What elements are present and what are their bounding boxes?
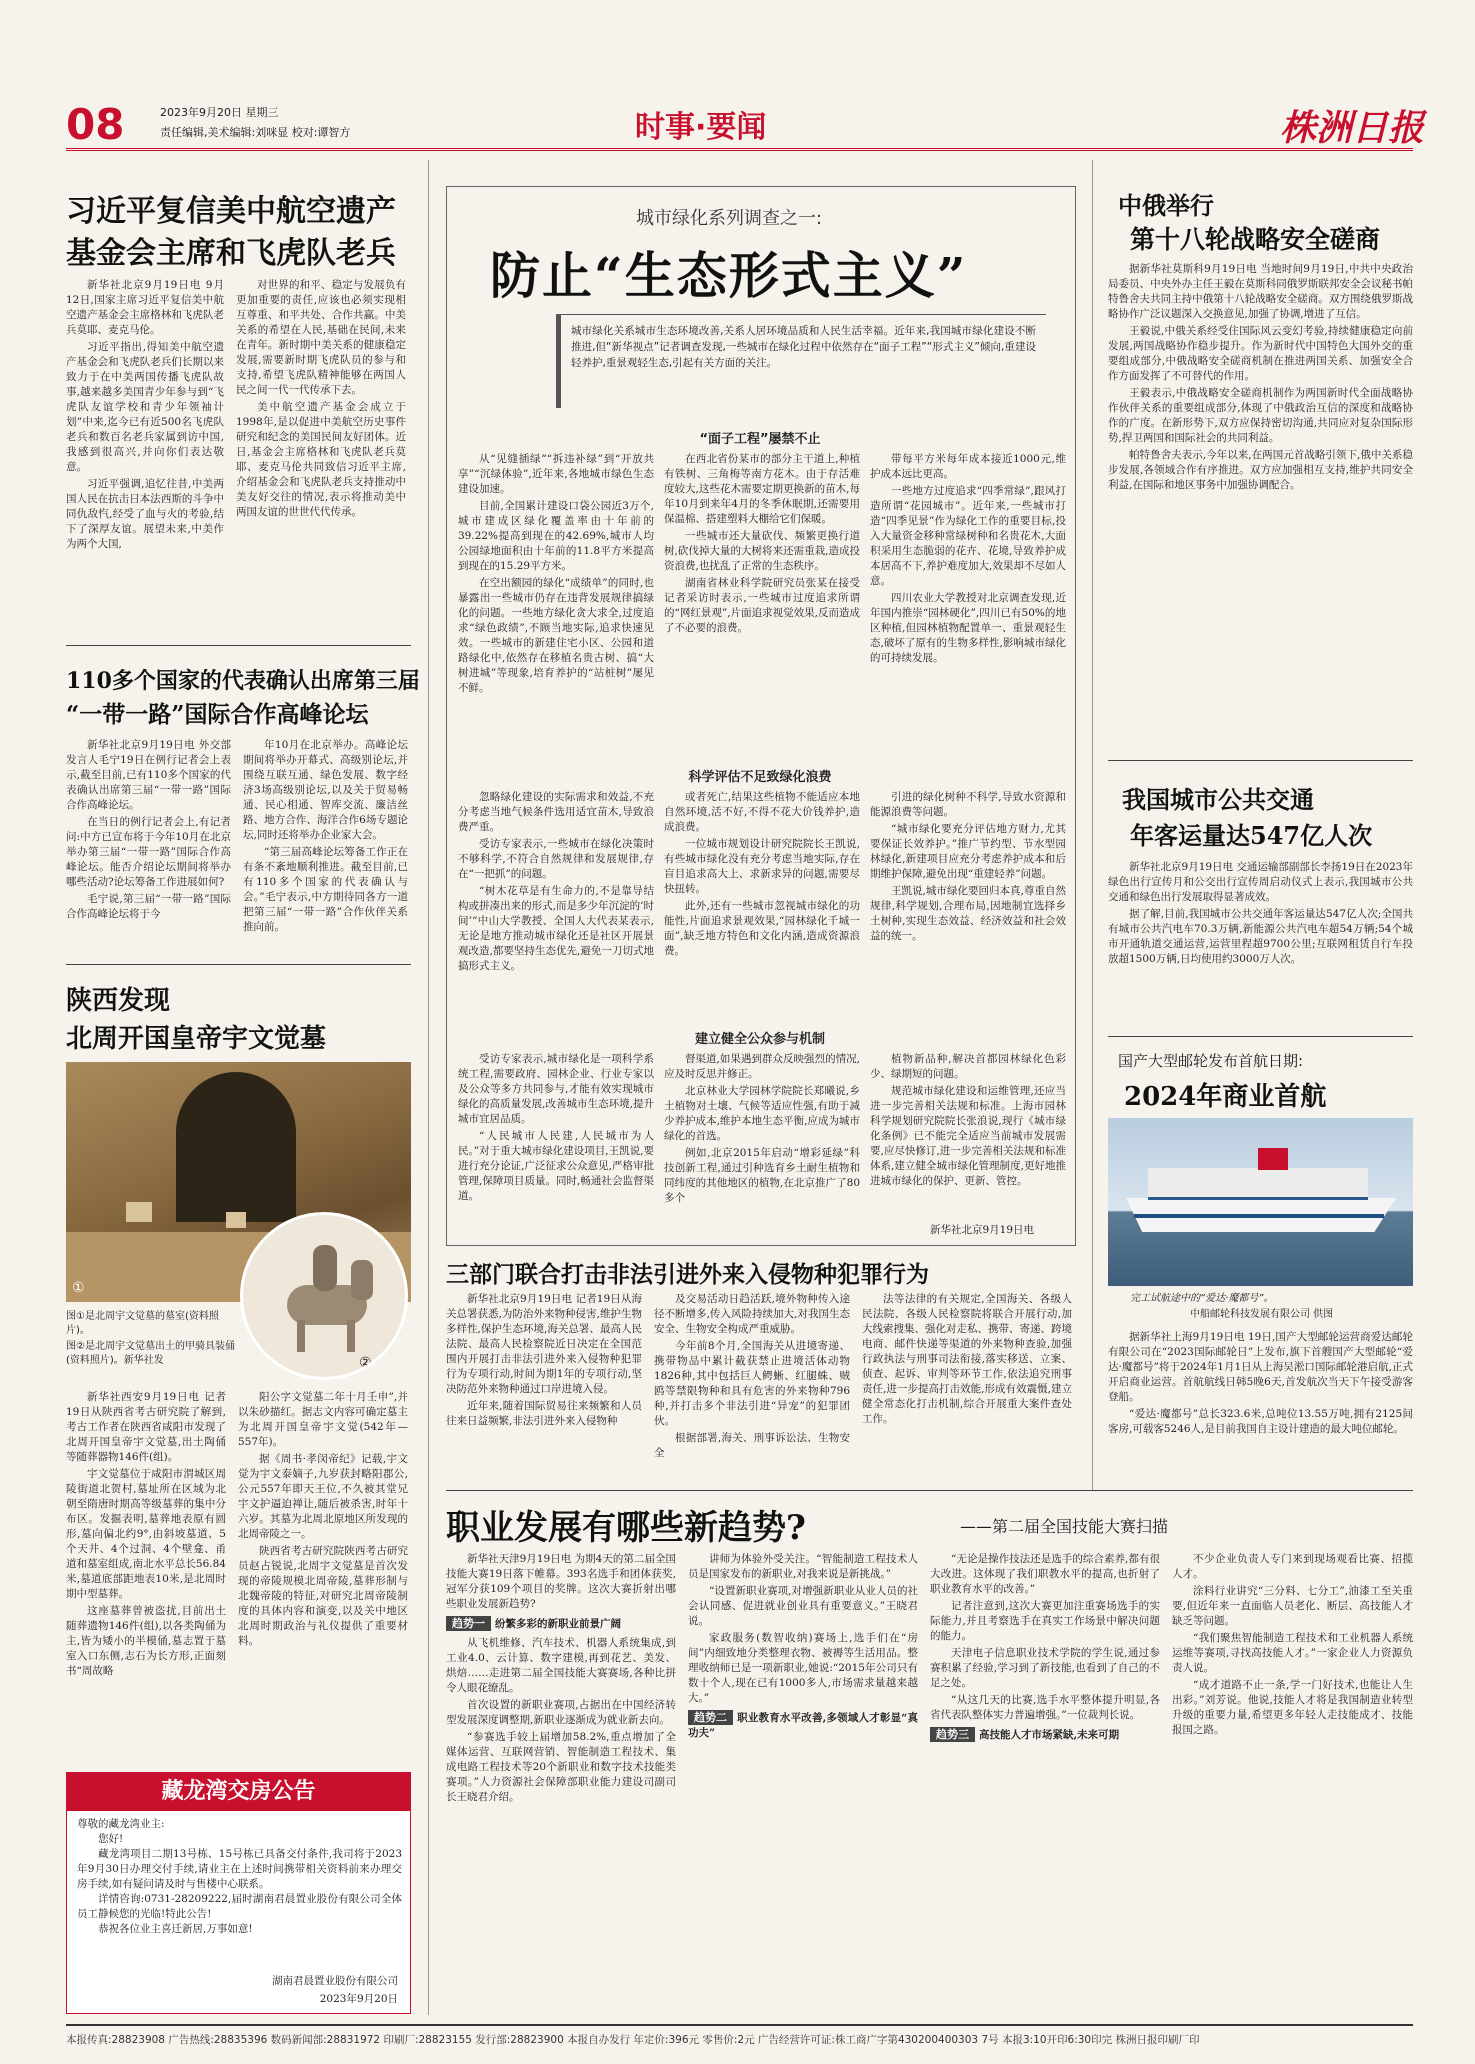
photo-credit: 中船邮轮科技发展有限公司 供图 bbox=[1190, 1309, 1334, 1320]
article4-column-2 bbox=[654, 1292, 850, 1472]
paragraph: 从“见缝插绿”“拆违补绿”到“开放共享”“沉绿体验”,近年来,各地城市绿色生态建设加速。 bbox=[458, 453, 654, 495]
paragraph: 年10月在北京举办。高峰论坛期间将举办开幕式、高级别论坛,并围绕互联互通、绿色发展、数字经济3场高级别论坛,以及关于贸易畅通、民心相通、智库交流、廉洁丝路、地方合作、海洋合作6场专题论坛,同时还将举办企业家大会。 bbox=[243, 739, 408, 841]
paragraph: 一些地方过度追求“四季常绿”,跟风打造所谓“花园城市”。近年来,一些城市打造“四季见景”作为绿化工作的重要目标,投入大量资金移种常绿树种和名贵花木,大面积采用生态脆弱的花卉、花境,导致养护成本居高不下,养护难度加大,效果却不尽如人意。 bbox=[870, 485, 1066, 587]
feature-source: 新华社北京9月19日电 bbox=[930, 1224, 1035, 1236]
paragraph: 在西北省份某市的部分主干道上,种植有铁树、三角梅等南方花木。由于存活难度较大,这些花木需要定期更换新的苗木,每年10月到来年4月的冬季休眠期,还需要用保温棉、搭建塑料大棚给它们保暖。 bbox=[664, 453, 860, 525]
paragraph: 受访专家表示,一些城市在绿化决策时不够科学,不符合自然规律和发展规律,存在“一把抓”的问题。 bbox=[458, 838, 654, 880]
paragraph: 新华社天津9月19日电 为期4天的第二届全国技能大赛19日落下帷幕。393名选手和团体获奖,冠军分获109个项目的奖牌。这次大赛折射出哪些职业发展新趋势? bbox=[446, 1553, 676, 1610]
article8-column-3 bbox=[930, 1552, 1160, 2012]
artifact bbox=[226, 1212, 246, 1228]
paragraph: 这座墓葬曾被盗扰,目前出土随葬遗物146件(组),以各类陶俑为主,皆为矮小的半模俑,墓志置于墓室入口东侧,志石为长方形,正面刻书“周故略 bbox=[66, 1605, 226, 1677]
paragraph: 或者死亡,结果这些植物不能适应本地自然环境,活不好,不得不花大价钱养护,造成浪费。 bbox=[664, 791, 860, 833]
paragraph: 新华社西安9月19日电 记者19日从陕西省考古研究院了解到,考古工作者在陕西省咸阳市发现了北周开国皇帝宇文觉墓,出土陶俑等随葬器物146件(组)。 bbox=[66, 1391, 226, 1463]
article1-column-2 bbox=[236, 278, 406, 636]
paragraph: 据《周书·孝闵帝纪》记载,宇文觉为宇文泰嫡子,九岁获封略阳郡公,公元557年即天王位,不久被其堂兄宇文护逼迫禅让,随后被杀害,时年十六岁。其墓为北周北原地区所发现的北周帝陵之一。 bbox=[238, 1453, 408, 1540]
article2-title-line2: “一带一路”国际合作高峰论坛 bbox=[66, 701, 369, 728]
article4-column-3 bbox=[862, 1292, 1072, 1472]
feature-title: 防止“生态形式主义” bbox=[490, 246, 968, 305]
notice-paragraph: 藏龙湾项目二期13号栋、15号栋已具备交付条件,我司将于2023年9月30日办理交付手续,请业主在上述时间携带相关资料前来办理交房手续,如有疑问请及时与售楼中心联系。 bbox=[77, 1848, 402, 1890]
paragraph: 据新华社上海9月19日电 19日,国产大型邮轮运营商爱达邮轮有限公司在“2023国际邮轮日”上发布,旗下首艘国产大型邮轮“爱达·魔都号”将于2024年1月1日从上海吴淞口国际邮轮港启航,正式开启商业运营。首航航线日韩5晚6天,首发航次当天下午接受游客登船。 bbox=[1108, 1331, 1413, 1403]
paragraph: 天津电子信息职业技术学院的学生说,通过参赛积累了经验,学习到了新技能,也看到了自己的不足之处。 bbox=[930, 1647, 1160, 1689]
feature-s2-col1 bbox=[458, 790, 654, 1022]
feature-s2-col3 bbox=[870, 790, 1066, 1022]
paragraph: 毛宁说,第三届“一带一路”国际合作高峰论坛将于今 bbox=[66, 893, 231, 920]
rider bbox=[313, 1245, 337, 1291]
notice-box bbox=[66, 1772, 411, 2014]
paragraph: “第三届高峰论坛筹备工作正在有条不紊地顺利推进。截至目前,已有110多个国家的代表确认与会。”毛宁表示,中方期待同各方一道把第三届“一带一路”合作伙伴关系推向前。 bbox=[243, 846, 408, 933]
paragraph: 王凯说,城市绿化要回归本真,尊重自然规律,科学规划,合理布局,因地制宜选择乡土树种,实现生态效益、经济效益和社会效益的统一。 bbox=[870, 885, 1066, 942]
feature-s3-col1 bbox=[458, 1052, 654, 1232]
paragraph: 首次设置的新职业赛项,占据出在中国经济转型发展深度调整期,新职业逐渐成为就业新去向。 bbox=[446, 1699, 676, 1726]
photo-caption: 完工试航途中的“爱达·魔都号”。 bbox=[1130, 1293, 1274, 1304]
paragraph: “成才道路不止一条,学一门好技术,也能让人生出彩。”刘芳说。他说,技能人才将是我国制造业转型升级的重要力量,希望更多年轻人走技能成才、技能报国之路。 bbox=[1172, 1679, 1413, 1736]
article1-title-line2: 基金会主席和飞虎队老兵 bbox=[66, 236, 396, 271]
paragraph: “城市绿化要充分评估地方财力,尤其要保证长效养护。”推广节约型、节水型园林绿化,新建项目应充分考虑养护成本和后期维护保障,避免出现“重建轻养”问题。 bbox=[870, 823, 1066, 880]
photo-number: ② bbox=[359, 1355, 372, 1371]
ship-funnel bbox=[1258, 1148, 1288, 1170]
paragraph: 习近平强调,追忆往昔,中美两国人民在抗击日本法西斯的斗争中同仇敌忾,经受了血与火的考验,结下了深厚友谊。展望未来,中美作为两个大国, bbox=[66, 478, 224, 550]
header-rule bbox=[66, 148, 1413, 151]
paragraph: 植物新品种,解决首都园林绿化色彩少、绿期短的问题。 bbox=[870, 1053, 1066, 1080]
paragraph: “树木花草是有生命力的,不是靠导结构或拼凑出来的形式,而是多少年沉淀的‘时间’”中山大学教授、全国人大代表某表示,无论是地方推动城市绿化还是社区开展景观改造,都要坚持生态优先,避免一刀切式地搞形式主义。 bbox=[458, 885, 654, 972]
paragraph: 根据部署,海关、刑事诉讼法、生物安全 bbox=[654, 1432, 850, 1459]
feature-s2-col2 bbox=[664, 790, 860, 1022]
feature-s3-col2 bbox=[664, 1052, 860, 1232]
feature-kicker: 城市绿化系列调查之一: bbox=[636, 208, 823, 229]
notice-paragraph: 恭祝各位业主喜迁新居,万事如意! bbox=[98, 1923, 253, 1935]
paragraph: “我们聚焦智能制造工程技术和工业机器人系统运维等赛项,寻找高技能人才。”一家企业人力资源负责人说。 bbox=[1172, 1632, 1413, 1674]
paragraph: 阳公字文觉墓二年十月壬申”,并以朱砂描红。据志文内容可确定墓主为北周开国皇帝宇文觉(542年—557年)。 bbox=[238, 1391, 408, 1448]
ship-stripe bbox=[1134, 1214, 1384, 1218]
divider bbox=[446, 1490, 1413, 1491]
paragraph: 新华社北京9月19日电 交通运输部副部长李扬19日在2023年绿色出行宣传月和公交出行宣传周启动仪式上表示,我国城市公共交通和绿色出行发展取得显著成效。 bbox=[1108, 861, 1413, 903]
trend-text: 高技能人才市场紧缺,未来可期 bbox=[979, 1729, 1120, 1741]
paragraph: 讲师为体验外受关注。“智能制造工程技术人员是国家发布的新职业,对我来说是新挑战。” bbox=[688, 1553, 918, 1580]
paragraph: 一位城市规划设计研究院院长王凯说,有些城市绿化没有充分考虑当地实际,存在盲目追求高大上、求新求异的问题,需要尽快扭转。 bbox=[664, 838, 860, 895]
article5-title-line1: 中俄举行 bbox=[1118, 191, 1214, 220]
trend-tag: 趋势一 bbox=[446, 1616, 491, 1631]
paragraph: 规范城市绿化建设和运维管理,还应当进一步完善相关法规和标准。上海市园林科学规划研究院院长张浪说,现行《城市绿化条例》已不能完全适应当前城市发展需要,应尽快修订,进一步完善相关法规和标准体系,建立健全城市绿化管理制度,更好地推进城市绿化的保护、更新、管控。 bbox=[870, 1085, 1066, 1187]
cruise-ship-photo bbox=[1108, 1118, 1413, 1286]
trend-heading-3 bbox=[930, 1727, 1160, 1743]
notice-greeting: 尊敬的藏龙湾业主: bbox=[77, 1818, 165, 1830]
artifact bbox=[126, 1202, 152, 1222]
article1-column-1 bbox=[66, 278, 224, 636]
trend-text: 纷繁多彩的新职业前景广阔 bbox=[495, 1618, 621, 1630]
article3-title-line2: 北周开国皇帝宇文觉墓 bbox=[66, 1024, 327, 1054]
paragraph: 一些城市还大量砍伐、频繁更换行道树,砍伐掉大量的大树将来还需重栽,造成投资浪费,也扰乱了正常的生态秩序。 bbox=[664, 530, 860, 572]
paragraph: 对世界的和平、稳定与发展负有更加重要的责任,应该也必须实现相互尊重、和平共处、合作共赢。中美关系的希望在人民,基础在民间,未来在青年。新时期中美关系的健康稳定发展,需要新时期飞虎队员的参与和支持,希望飞虎队精神能够在两国人民之间一代一代传承下去。 bbox=[236, 279, 406, 396]
paragraph: 涂料行业讲究“三分料、七分工”,油漆工至关重要,但近年来一直面临人员老化、断层、高技能人才缺乏等问题。 bbox=[1172, 1585, 1413, 1627]
lead-text: 城市绿化关系城市生态环境改善,关系人居环境品质和人民生活幸福。近年来,我国城市绿化建设不断推进,但“新华视点”记者调查发现,一些城市在绿化过程中依然存在“面子工程”“形式主义”倾向,重建设轻养护,重景观轻生态,引起有关方面的关注。 bbox=[571, 325, 1036, 369]
divider bbox=[66, 645, 411, 646]
paragraph: 宇文觉墓位于咸阳市渭城区周陵街道北贺村,墓址所在区域为北朝至隋唐时期高等级墓葬的集中分布区。发掘表明,墓葬地表原有圆形,墓向偏北约9°,由斜坡墓道、5个天井、4个过洞、4个壁龛、甬道和墓室组成,南北水平总长56.84米,墓道底部距地表10米,是北周时期中型墓葬。 bbox=[66, 1468, 226, 1600]
article7-kicker: 国产大型邮轮发布首航日期: bbox=[1118, 1052, 1304, 1070]
horse-leg bbox=[347, 1320, 355, 1352]
feature-s1-col2 bbox=[664, 452, 860, 760]
horse-figurine-photo bbox=[240, 1212, 408, 1380]
paragraph: 家政服务(数智收纳)赛场上,选手们在“房间”内细致地分类整理衣物、被褥等生活用品。整理收纳师已是一项新职业,她说:“2015年公司只有数十个人,现在已有1000多人,市场需求量越来越大。” bbox=[688, 1632, 918, 1704]
masthead: 株洲日报 bbox=[1280, 107, 1425, 149]
paragraph: 习近平指出,得知美中航空遗产基金会和飞虎队老兵们长期以来致力于在中美两国传播飞虎队故事,越来越多美国青少年参与到“飞虎队友谊学校和青少年领袖计划”中来,迄今已有近500名飞虎队老兵和数百名老兵家属到访中国,我感到很高兴,并向你们表达敬意。 bbox=[66, 341, 224, 473]
article8-title: 职业发展有哪些新趋势? bbox=[446, 1508, 806, 1548]
article8-column-2 bbox=[688, 1552, 918, 2012]
article8-column-1 bbox=[446, 1552, 676, 2012]
paragraph: 陕西省考古研究院陕西考古研究员赵占锐说,北周宇文觉墓是首次发现的帝陵规模北周帝陵,墓葬形制与北魏帝陵的特征,对研究北周帝陵制度的具体内容和演变,以及关中地区北周时期政治与礼仪提供了重要材料。 bbox=[238, 1545, 408, 1647]
feature-subhead-1: “面子工程”屡禁不止 bbox=[699, 432, 821, 447]
paragraph: “参赛选手较上届增加58.2%,重点增加了全媒体运营、互联网营销、智能制造工程技术、集成电路工程技术等20个新职业和数字技术技能类赛项。”人力资源社会保障部职业能力建设司副司长王晓君介绍。 bbox=[446, 1731, 676, 1803]
divider bbox=[1108, 760, 1413, 761]
article3-title-line1: 陕西发现 bbox=[66, 986, 171, 1016]
feature-subhead-3: 建立健全公众参与机制 bbox=[694, 1032, 825, 1047]
paragraph: “人民城市人民建,人民城市为人民。”对于重大城市绿化建设项目,王凯说,要进行充分论证,广泛征求公众意见,严格审批管理,保障项目质量。同时,畅通社会监督渠道。 bbox=[458, 1130, 654, 1202]
feature-s1-col1 bbox=[458, 452, 654, 760]
trend-text: 职业教育水平改善,多领域人才彰显“真功夫” bbox=[688, 1712, 918, 1739]
paragraph: 新华社北京9月19日电 记者19日从海关总署获悉,为防治外来物种侵害,维护生物多样性,保护生态环境,海关总署、最高人民法院、最高人民检察院近日决定在全国范围内开展打击非法引进外来入侵物种犯罪行为专项行动,时间为期1年的专项行动,坚决防范外来物种通过口岸进境入侵。 bbox=[446, 1293, 642, 1395]
paragraph: “无论是操作技法还是选手的综合素养,都有很大改进。这体现了我们职教水平的提高,也折射了职业教育水平的改善。” bbox=[930, 1553, 1160, 1595]
divider bbox=[1108, 1036, 1413, 1037]
divider bbox=[66, 964, 411, 965]
header-date: 2023年9月20日 星期三 bbox=[160, 106, 279, 119]
footer-info: 本报传真:28823908 广告热线:28835396 数码新闻部:28831972 印刷厂:28823155 发行部:28823900 本报自办发行 年定价:396元 零售价:2元 广告经营许可证:株工商广字第430200400303 7号 本报3:10开印6:30印完 株洲日报印刷厂印 bbox=[66, 2034, 1200, 2046]
paragraph: 督渠道,如果遇到群众反映强烈的情况,应及时反思并修正。 bbox=[664, 1053, 860, 1080]
paragraph: 从飞机维修、汽车技术、机器人系统集成,到工业4.0、云计算、数字建模,再到花艺、美发、烘焙……走进第二届全国技能大赛赛场,各种比拼令人眼花缭乱。 bbox=[446, 1637, 676, 1694]
paragraph: 目前,全国累计建设口袋公园近3万个,城市建成区绿化覆盖率由十年前的39.22%提高到现在的42.69%,城市人均公园绿地面积由十年前的11.8平方米提高到现在的15.29平方米。 bbox=[458, 500, 654, 572]
article5-title-line2: 第十八轮战略安全磋商 bbox=[1130, 225, 1381, 254]
trend-tag: 趋势二 bbox=[688, 1710, 733, 1725]
article6-body bbox=[1108, 860, 1413, 1030]
paragraph: 四川农业大学教授对北京调查发现,近年国内推崇“园林硬化”,四川已有50%的地区种植,但园林植物配置单一、重景观轻生态,破坏了原有的生物多样性,影响城市绿化的可持续发展。 bbox=[870, 592, 1066, 664]
notice-greeting: 您好! bbox=[98, 1833, 124, 1845]
paragraph: 引进的绿化树种不科学,导致水资源和能源浪费等问题。 bbox=[870, 791, 1066, 818]
article2-title-line1: 110多个国家的代表确认出席第三届 bbox=[66, 668, 420, 694]
article3-column-2 bbox=[238, 1390, 408, 1765]
feature-subhead-2: 科学评估不足致绿化浪费 bbox=[688, 770, 832, 785]
paragraph: 新华社北京9月19日电 外交部发言人毛宁19日在例行记者会上表示,截至目前,已有110多个国家的代表确认出席第三届“一带一路”国际合作高峰论坛。 bbox=[66, 739, 231, 811]
paragraph: 北京林业大学园林学院院长郑曦说,乡土植物对土壤、气候等适应性强,有助于减少养护成本,维护本地生态平衡,应成为城市绿化的首选。 bbox=[664, 1085, 860, 1142]
paragraph: 据了解,目前,我国城市公共交通年客运量达547亿人次;全国共有城市公共汽电车70.3万辆,新能源公共汽电车超54万辆;54个城市开通轨道交通运营,运营里程超9700公里;互联网租赁自行车投放超1500万辆,日均使用约3000万人次。 bbox=[1108, 908, 1413, 965]
header-editors: 责任编辑,美术编辑:刘咪显 校对:谭智方 bbox=[160, 126, 351, 139]
footer-rule bbox=[66, 2024, 1413, 2026]
paragraph: 在当日的例行记者会上,有记者问:中方已宣布将于今年10月在北京举办第三届“一带一路”国际合作高峰论坛。能否介绍论坛期间将举办哪些活动?论坛筹备工作进展如何? bbox=[66, 816, 231, 888]
paragraph: 据新华社莫斯科9月19日电 当地时间9月19日,中共中央政治局委员、中央外办主任王毅在莫斯科同俄罗斯联邦安全会议秘书帕特鲁舍夫共同主持中俄第十八轮战略安全磋商。双方围绕俄罗斯战略协作广泛议题深入交换意见,加强了协调,增进了互信。 bbox=[1108, 263, 1413, 320]
paragraph: 及交易活动日趋活跃,境外物种传入途径不断增多,传入风险持续加大,对我国生态安全、生物安全构成严重威胁。 bbox=[654, 1293, 850, 1335]
notice-company: 湖南君晨置业股份有限公司 bbox=[272, 1975, 398, 1987]
paragraph: 今年前8个月,全国海关从进境寄递、携带物品中累计截获禁止进境活体动物1826种,其中包括巨人鳄蜥、红腿蛛、贼鸥等禁限物种和具有危害的外来物种796种,并打击多个非法引进“异宠”的犯罪团伙。 bbox=[654, 1340, 850, 1427]
article7-title: 2024年商业首航 bbox=[1124, 1082, 1327, 1112]
paragraph: 受访专家表示,城市绿化是一项科学系统工程,需要政府、园林企业、行业专家以及公众等多方共同参与,才能有效实现城市绿化的高质量发展,改善城市生态环境,提升城市宜居品质。 bbox=[458, 1053, 654, 1125]
paragraph: 此外,还有一些城市忽视城市绿化的功能性,片面追求景观效果,“园林绿化千城一面”,缺乏地方特色和文化内涵,造成资源浪费。 bbox=[664, 900, 860, 957]
trend-tag: 趋势三 bbox=[930, 1727, 975, 1742]
notice-paragraph: 详情咨询:0731-28209222,届时湖南君晨置业股份有限公司全体员工静候您的光临!特此公告! bbox=[77, 1893, 402, 1920]
paragraph: 法等法律的有关规定,全国海关、各级人民法院、各级人民检察院将联合开展行动,加大线索搜集、强化对走私、携带、寄递、跨境电商、邮件快递等渠道的外来物种查验,加强行政执法与刑事司法衔接,落实移送、立案、侦查、起诉、审判等环节工作,依法追究刑事责任,进一步提高打击效能,形成有效震慑,建立健全常态化打击机制,综合开展重大案件查处工作。 bbox=[862, 1293, 1072, 1425]
notice-title: 藏龙湾交房公告 bbox=[67, 1773, 410, 1811]
feature-s3-col3 bbox=[870, 1052, 1066, 1216]
page-number: 08 bbox=[66, 100, 125, 149]
photo-caption-2: 图②是北周宇文觉墓出土的甲骑具装俑(资料照片)。新华社发 bbox=[66, 1341, 235, 1366]
photo-caption-1: 图①是北周宇文觉墓的墓室(资料照片)。 bbox=[66, 1311, 219, 1336]
article8-column-4 bbox=[1172, 1552, 1413, 2012]
article3-column-1 bbox=[66, 1390, 226, 1765]
paragraph: “从这几天的比赛,选手水平整体提升明显,各省代表队整体实力普遍增强。”一位裁判长说。 bbox=[930, 1694, 1160, 1721]
paragraph: 例如,北京2015年启动“增彩延绿”科技创新工程,通过引种选育乡土耐生植物和同纬度的其他地区的植物,在北京推广了80多个 bbox=[664, 1147, 860, 1204]
trend-heading-2 bbox=[688, 1710, 918, 1741]
paragraph: 近年来,随着国际贸易往来频繁和人员往来日益频繁,非法引进外来入侵物种 bbox=[446, 1400, 642, 1427]
feature-lead bbox=[556, 314, 1046, 408]
horse-head bbox=[351, 1260, 373, 1300]
paragraph: “爱达·魔都号”总长323.6米,总吨位13.55万吨,拥有2125间客房,可载客5246人,是目前我国自主设计建造的最大吨位邮轮。 bbox=[1108, 1408, 1413, 1435]
article7-body bbox=[1108, 1330, 1413, 1482]
trend-heading-1 bbox=[446, 1616, 676, 1632]
article5-body bbox=[1108, 262, 1413, 752]
notice-body bbox=[77, 1817, 402, 1937]
paragraph: 在空出额园的绿化“成绩单”的同时,也暴露出一些城市仍存在违背发展规律搞绿化的问题。一些地方绿化贪大求全,过度追求“绿色政绩”,不顾当地实际,追求快速见效。一些城市的新建住宅小区、公园和道路绿化中,依然存在移植名贵古树、搞“大树进城”等现象,培育养护的“站桩树”屡见不鲜。 bbox=[458, 577, 654, 694]
paragraph: 新华社北京9月19日电 9月12日,国家主席习近平复信美中航空遗产基金会主席格林和飞虎队老兵莫耶、麦克马伦。 bbox=[66, 279, 224, 336]
paragraph: 王毅表示,中俄战略安全磋商机制作为两国新时代全面战略协作伙伴关系的重要组成部分,体现了中俄政治互信的深度和战略协作的广度。在新形势下,双方应保持密切沟通,共同应对复杂国际形势,捍卫两国和国际社会的共同利益。 bbox=[1108, 387, 1413, 444]
notice-date: 2023年9月20日 bbox=[319, 1993, 398, 2005]
paragraph: 湖南省林业科学院研究员张某在接受记者采访时表示,一些城市过度追求所谓的“网红景观”,片面追求视觉效果,反而造成了不必要的浪费。 bbox=[664, 577, 860, 634]
article6-title-line1: 我国城市公共交通 bbox=[1122, 785, 1314, 814]
ship-deck bbox=[1148, 1168, 1368, 1200]
article2-column-1 bbox=[66, 738, 231, 956]
paragraph: 王毅说,中俄关系经受住国际风云变幻考验,持续健康稳定向前发展,两国战略协作稳步提升。作为新时代中国特色大国外交的重要组成部分,中俄战略安全磋商机制在推进两国关系、加强安全合作方面发挥了不可替代的作用。 bbox=[1108, 325, 1413, 382]
photo-number: ① bbox=[72, 1280, 85, 1296]
article2-column-2 bbox=[243, 738, 408, 956]
article8-subtitle: ——第二届全国技能大赛扫描 bbox=[960, 1517, 1169, 1536]
paragraph: 记者注意到,这次大赛更加注重赛场选手的实际能力,并且考察选手在真实工作场景中解决问题的能力。 bbox=[930, 1600, 1160, 1642]
feature-s1-col3 bbox=[870, 452, 1066, 760]
paragraph: 忽略绿化建设的实际需求和效益,不充分考虑当地气候条件选用适宜苗木,导致浪费严重。 bbox=[458, 791, 654, 833]
paragraph: 帕特鲁舍夫表示,今年以来,在两国元首战略引领下,俄中关系稳步发展,各领域合作有序推进。双方应加强相互支持,维护共同安全利益,在国际和地区事务中加强协调配合。 bbox=[1108, 449, 1413, 491]
article6-title-line2: 年客运量达547亿人次 bbox=[1130, 821, 1373, 850]
paragraph: “设置新职业赛项,对增强新职业从业人员的社会认同感、促进就业创业具有重要意义。”王晓君说。 bbox=[688, 1585, 918, 1627]
paragraph: 不少企业负责人专门来到现场观看比赛、招揽人才。 bbox=[1172, 1553, 1413, 1580]
horse-leg bbox=[297, 1320, 305, 1352]
section-title: 时事·要闻 bbox=[635, 110, 767, 145]
article1-title-line1: 习近平复信美中航空遗产 bbox=[66, 194, 396, 229]
article4-title: 三部门联合打击非法引进外来入侵物种犯罪行为 bbox=[446, 1261, 929, 1288]
paragraph: 美中航空遗产基金会成立于1998年,是以促进中美航空历史事件研究和纪念的美国民间友好团体。近日,基金会主席格林和飞虎队老兵莫耶、麦克马伦共同致信习近平主席,介绍基金会和飞虎队老兵支持推动中美友好交往的情况,表示将推动美中两国友谊的世世代代传承。 bbox=[236, 401, 406, 518]
tomb-arch bbox=[176, 1072, 296, 1222]
column-rule bbox=[428, 160, 429, 2015]
article4-column-1 bbox=[446, 1292, 642, 1472]
paragraph: 带每平方米每年成本接近1000元,维护成本远比更高。 bbox=[870, 453, 1066, 480]
column-rule bbox=[1092, 160, 1093, 1490]
